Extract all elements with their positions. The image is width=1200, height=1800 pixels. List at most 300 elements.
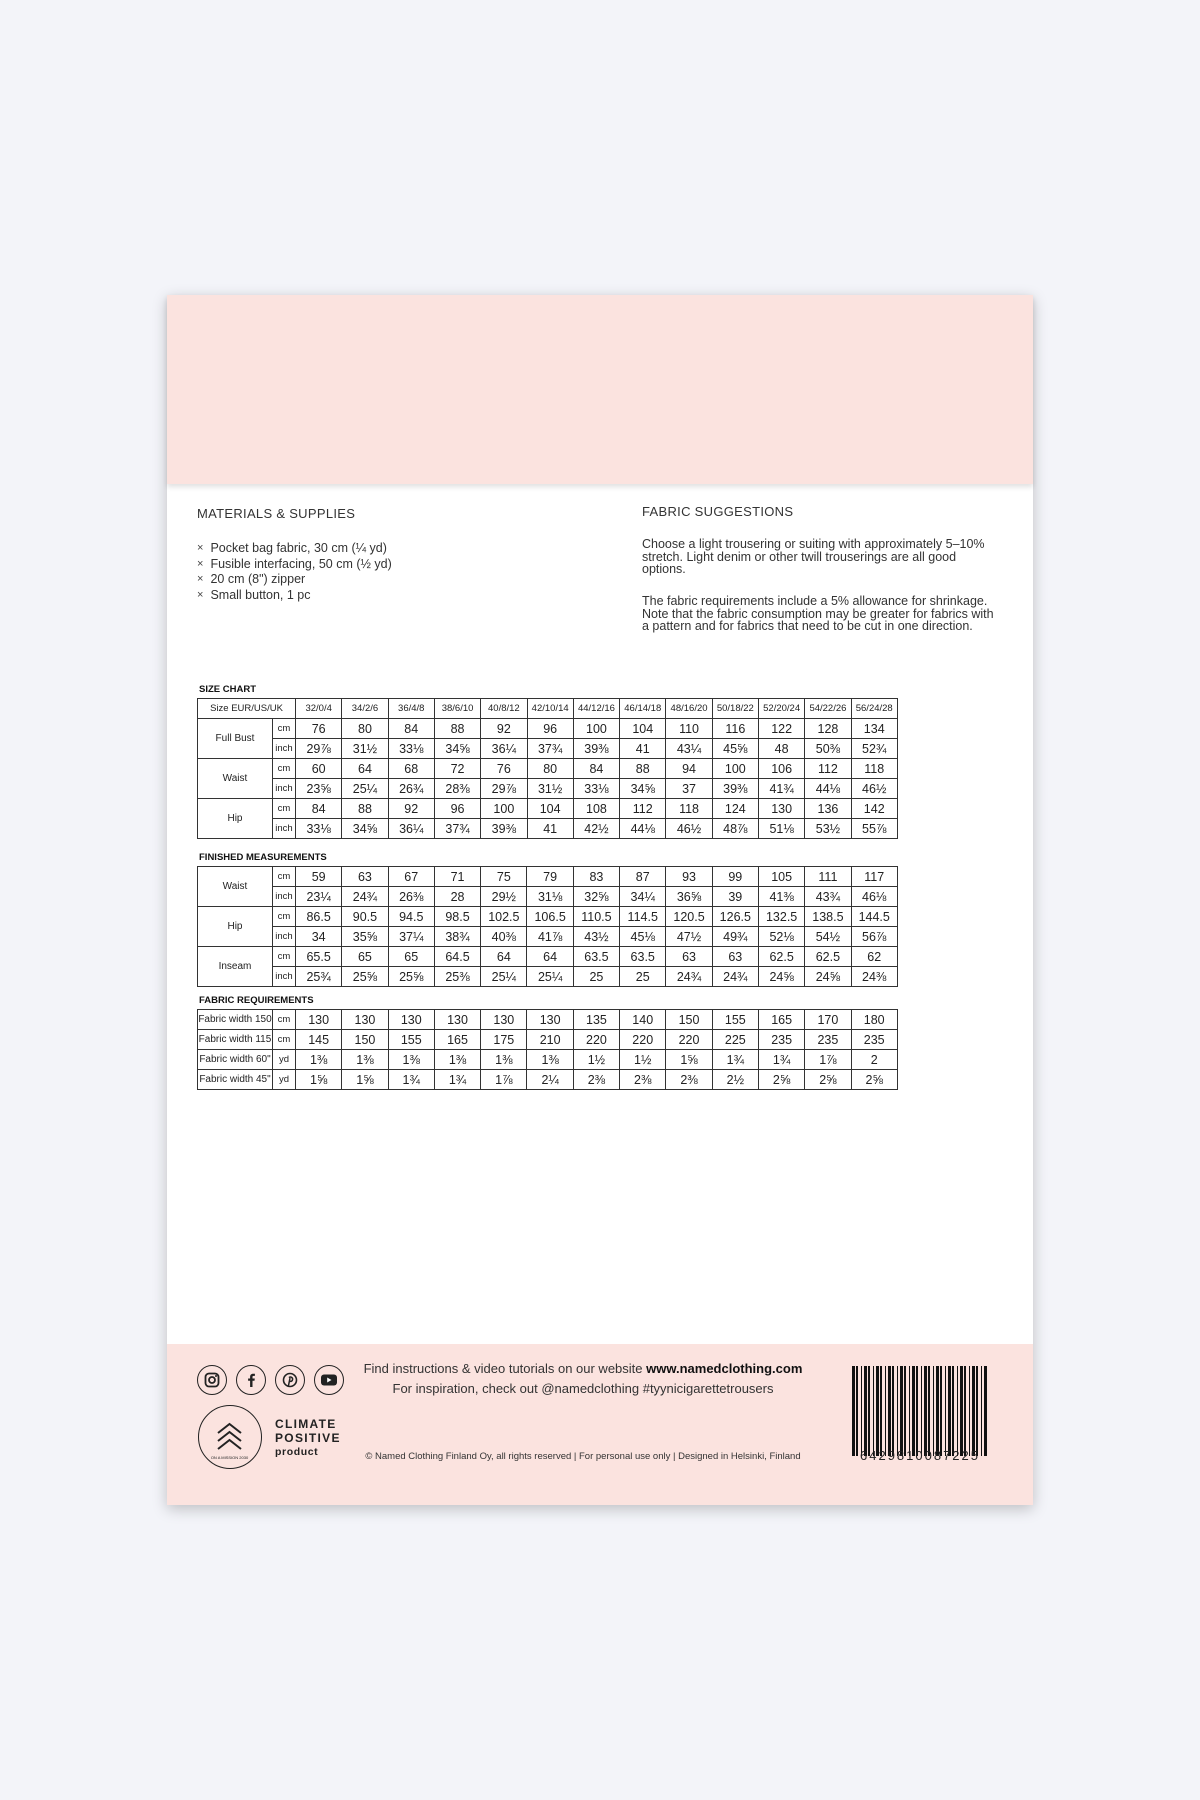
table-row: [198, 927, 898, 947]
instagram-icon[interactable]: [197, 1365, 227, 1395]
value-cell: 31½: [342, 739, 388, 759]
row-group-label: Full Bust: [198, 719, 273, 759]
value-cell: 180: [851, 1010, 897, 1030]
value-cell: 90.5: [342, 907, 388, 927]
material-item-text: 20 cm (8") zipper: [210, 572, 306, 586]
value-cell: 144.5: [851, 907, 897, 927]
material-item: [197, 572, 392, 588]
value-cell: 28: [434, 887, 480, 907]
climate-positive-label: [275, 1417, 341, 1459]
value-cell: 1⅜: [527, 1050, 573, 1070]
barcode-bar: [933, 1366, 934, 1456]
value-cell: 79: [527, 867, 573, 887]
value-cell: 64.5: [434, 947, 480, 967]
bullet-cross-icon: ×: [197, 542, 204, 554]
top-pink-band: [167, 295, 1033, 484]
value-cell: 63.5: [620, 947, 666, 967]
value-cell: 43¼: [666, 739, 712, 759]
value-cell: 120.5: [666, 907, 712, 927]
value-cell: 34¼: [620, 887, 666, 907]
value-cell: 41⅜: [758, 887, 804, 907]
barcode-bar: [909, 1366, 910, 1456]
size-column-header: 40/8/12: [481, 699, 527, 719]
barcode-bar: [964, 1366, 966, 1456]
barcode-number: 6429810087225: [860, 1448, 980, 1463]
value-cell: 33⅛: [296, 819, 342, 839]
value-cell: 34⅝: [342, 819, 388, 839]
value-cell: 84: [296, 799, 342, 819]
climate-badge-text: ON A MISSION 2030: [210, 1455, 249, 1460]
table-row: [198, 1010, 898, 1030]
size-column-header: 46/14/18: [620, 699, 666, 719]
row-group-label: Hip: [198, 907, 273, 947]
value-cell: 117: [851, 867, 897, 887]
value-cell: 34⅝: [620, 779, 666, 799]
value-cell: 88: [620, 759, 666, 779]
fabric-width-label: Fabric width 45": [198, 1070, 273, 1090]
size-column-header: 38/6/10: [434, 699, 480, 719]
value-cell: 23⅝: [296, 779, 342, 799]
material-item: [197, 588, 392, 604]
fabric-width-label: Fabric width 115: [198, 1030, 273, 1050]
table-row: [198, 967, 898, 987]
barcode-bar: [861, 1366, 862, 1456]
barcode-bar: [897, 1366, 898, 1456]
size-column-header: 52/20/24: [758, 699, 804, 719]
value-cell: 130: [527, 1010, 573, 1030]
value-cell: 1¾: [388, 1070, 434, 1090]
value-cell: 110.5: [573, 907, 619, 927]
value-cell: 126.5: [712, 907, 758, 927]
value-cell: 25¼: [481, 967, 527, 987]
value-cell: 24⅜: [851, 967, 897, 987]
value-cell: 88: [342, 799, 388, 819]
value-cell: 39⅜: [712, 779, 758, 799]
row-group-label: Hip: [198, 799, 273, 839]
value-cell: 1⅝: [342, 1070, 388, 1090]
value-cell: 63: [712, 947, 758, 967]
table-row: [198, 1070, 898, 1090]
value-cell: 28⅜: [434, 779, 480, 799]
value-cell: 165: [758, 1010, 804, 1030]
fabric-allowance-note: The fabric requirements include a 5% allowance for shrinkage. Note that the fabric consumption may be greater for fabrics with a pattern and for fabrics that need to be cut in one direction.: [642, 594, 994, 633]
value-cell: 2⅝: [805, 1070, 851, 1090]
footer-inspiration-line: For inspiration, check out @namedclothing #tyynicigarettetrousers: [392, 1381, 774, 1396]
value-cell: 165: [434, 1030, 480, 1050]
value-cell: 51⅛: [758, 819, 804, 839]
value-cell: 220: [573, 1030, 619, 1050]
value-cell: 64: [342, 759, 388, 779]
value-cell: 25⅝: [388, 967, 434, 987]
value-cell: 2⅝: [851, 1070, 897, 1090]
value-cell: 1½: [620, 1050, 666, 1070]
size-column-header: 54/22/26: [805, 699, 851, 719]
value-cell: 130: [434, 1010, 480, 1030]
value-cell: 2⅜: [666, 1070, 712, 1090]
value-cell: 2⅜: [573, 1070, 619, 1090]
size-column-header: 48/16/20: [666, 699, 712, 719]
value-cell: 235: [805, 1030, 851, 1050]
barcode-bar: [936, 1366, 939, 1456]
value-cell: 64: [481, 947, 527, 967]
value-cell: 175: [481, 1030, 527, 1050]
value-cell: 93: [666, 867, 712, 887]
value-cell: 44⅛: [805, 779, 851, 799]
table-header-row: [198, 699, 898, 719]
value-cell: 92: [388, 799, 434, 819]
barcode-bar: [960, 1366, 963, 1456]
barcode-bar: [969, 1366, 970, 1456]
barcode-bar: [972, 1366, 975, 1456]
barcode-bar: [885, 1366, 886, 1456]
table-row: [198, 1030, 898, 1050]
social-links: [197, 1365, 344, 1395]
value-cell: 130: [388, 1010, 434, 1030]
unit-cell: inch: [273, 819, 296, 839]
value-cell: 155: [712, 1010, 758, 1030]
value-cell: 46⅛: [851, 887, 897, 907]
value-cell: 235: [851, 1030, 897, 1050]
value-cell: 1⅞: [481, 1070, 527, 1090]
size-column-header: 44/12/16: [573, 699, 619, 719]
value-cell: 102.5: [481, 907, 527, 927]
copyright-text: © Named Clothing Finland Oy, all rights reserved | For personal use only | Designed in Helsinki, Finland: [365, 1451, 801, 1462]
finished-measurements-table: [197, 866, 898, 987]
value-cell: 145: [296, 1030, 342, 1050]
value-cell: 26¾: [388, 779, 434, 799]
value-cell: 24¾: [712, 967, 758, 987]
table-row: [198, 739, 898, 759]
barcode-bar: [984, 1366, 987, 1456]
value-cell: 128: [805, 719, 851, 739]
value-cell: 134: [851, 719, 897, 739]
barcode-bar: [948, 1366, 951, 1456]
value-cell: 94.5: [388, 907, 434, 927]
table-row: [198, 1050, 898, 1070]
barcode-bar: [892, 1366, 894, 1456]
value-cell: 108: [573, 799, 619, 819]
material-item: [197, 541, 392, 557]
value-cell: 52¾: [851, 739, 897, 759]
unit-cell: cm: [273, 1030, 296, 1050]
value-cell: 49¾: [712, 927, 758, 947]
value-cell: 80: [527, 759, 573, 779]
fabric-suggestions-text: Choose a light trousering or suiting with approximately 5–10% stretch. Light denim or other twill trouserings are all good options.: [642, 537, 985, 576]
size-column-header: 36/4/8: [388, 699, 434, 719]
value-cell: 24¾: [342, 887, 388, 907]
table-row: [198, 907, 898, 927]
value-cell: 25¾: [296, 967, 342, 987]
value-cell: 63.5: [573, 947, 619, 967]
size-header-label: Size EUR/US/UK: [198, 699, 296, 719]
value-cell: 41⅞: [527, 927, 573, 947]
barcode-bar: [981, 1366, 982, 1456]
value-cell: 140: [620, 1010, 666, 1030]
barcode-bar: [900, 1366, 903, 1456]
value-cell: 104: [620, 719, 666, 739]
size-chart-title: SIZE CHART: [199, 684, 256, 695]
size-column-header: 50/18/22: [712, 699, 758, 719]
value-cell: 63: [342, 867, 388, 887]
unit-cell: inch: [273, 739, 296, 759]
value-cell: 2½: [712, 1070, 758, 1090]
unit-cell: cm: [273, 907, 296, 927]
unit-cell: inch: [273, 779, 296, 799]
fabric-width-label: Fabric width 60": [198, 1050, 273, 1070]
value-cell: 60: [296, 759, 342, 779]
value-cell: 155: [388, 1030, 434, 1050]
value-cell: 25⅝: [342, 967, 388, 987]
value-cell: 112: [620, 799, 666, 819]
value-cell: 130: [481, 1010, 527, 1030]
value-cell: 1⅜: [342, 1050, 388, 1070]
value-cell: 42½: [573, 819, 619, 839]
value-cell: 118: [666, 799, 712, 819]
value-cell: 170: [805, 1010, 851, 1030]
value-cell: 1⅝: [296, 1070, 342, 1090]
value-cell: 1⅜: [388, 1050, 434, 1070]
value-cell: 72: [434, 759, 480, 779]
barcode-bar: [912, 1366, 915, 1456]
barcode-bar: [921, 1366, 922, 1456]
bullet-cross-icon: ×: [197, 573, 204, 585]
value-cell: 43½: [573, 927, 619, 947]
barcode-bar: [868, 1366, 870, 1456]
unit-cell: cm: [273, 799, 296, 819]
unit-cell: cm: [273, 947, 296, 967]
value-cell: 235: [758, 1030, 804, 1050]
size-column-header: 56/24/28: [851, 699, 897, 719]
value-cell: 106.5: [527, 907, 573, 927]
value-cell: 34: [296, 927, 342, 947]
barcode-bar: [876, 1366, 879, 1456]
unit-cell: yd: [273, 1070, 296, 1090]
facebook-icon[interactable]: [236, 1365, 266, 1395]
value-cell: 34⅝: [434, 739, 480, 759]
pattern-envelope-back: [167, 295, 1033, 1505]
value-cell: 142: [851, 799, 897, 819]
value-cell: 100: [712, 759, 758, 779]
barcode-bar: [924, 1366, 927, 1456]
unit-cell: inch: [273, 967, 296, 987]
value-cell: 1⅜: [481, 1050, 527, 1070]
climate-line-2: POSITIVE: [275, 1431, 341, 1445]
value-cell: 36⅝: [666, 887, 712, 907]
material-item: [197, 557, 392, 573]
finished-measurements-title: FINISHED MEASUREMENTS: [199, 852, 327, 863]
table-row: [198, 887, 898, 907]
value-cell: 2¼: [527, 1070, 573, 1090]
value-cell: 130: [758, 799, 804, 819]
value-cell: 47½: [666, 927, 712, 947]
barcode: [852, 1366, 988, 1456]
barcode-bar: [864, 1366, 867, 1456]
fabric-requirements-table: [197, 1009, 898, 1090]
value-cell: 76: [296, 719, 342, 739]
value-cell: 138.5: [805, 907, 851, 927]
footer-band: [167, 1344, 1033, 1505]
table-row: [198, 799, 898, 819]
value-cell: 63: [666, 947, 712, 967]
value-cell: 100: [573, 719, 619, 739]
value-cell: 39⅜: [481, 819, 527, 839]
unit-cell: cm: [273, 719, 296, 739]
barcode-bar: [976, 1366, 978, 1456]
value-cell: 31⅛: [527, 887, 573, 907]
unit-cell: yd: [273, 1050, 296, 1070]
value-cell: 114.5: [620, 907, 666, 927]
barcode-bar: [856, 1366, 858, 1456]
value-cell: 65.5: [296, 947, 342, 967]
table-row: [198, 947, 898, 967]
value-cell: 2: [851, 1050, 897, 1070]
unit-cell: cm: [273, 867, 296, 887]
value-cell: 100: [481, 799, 527, 819]
value-cell: 46½: [666, 819, 712, 839]
value-cell: 76: [481, 759, 527, 779]
value-cell: 64: [527, 947, 573, 967]
value-cell: 2⅝: [758, 1070, 804, 1090]
value-cell: 71: [434, 867, 480, 887]
value-cell: 65: [342, 947, 388, 967]
table-row: [198, 719, 898, 739]
value-cell: 68: [388, 759, 434, 779]
value-cell: 1¾: [712, 1050, 758, 1070]
value-cell: 24¾: [666, 967, 712, 987]
barcode-bar: [952, 1366, 954, 1456]
value-cell: 39⅜: [573, 739, 619, 759]
material-item-text: Fusible interfacing, 50 cm (½ yd): [210, 556, 392, 571]
value-cell: 55⅞: [851, 819, 897, 839]
value-cell: 31½: [527, 779, 573, 799]
barcode-bar: [852, 1366, 855, 1456]
value-cell: 29⅞: [481, 779, 527, 799]
value-cell: 46½: [851, 779, 897, 799]
value-cell: 105: [758, 867, 804, 887]
value-cell: 96: [434, 799, 480, 819]
row-group-label: Waist: [198, 759, 273, 799]
value-cell: 62.5: [758, 947, 804, 967]
value-cell: 83: [573, 867, 619, 887]
value-cell: 48: [758, 739, 804, 759]
value-cell: 25: [620, 967, 666, 987]
value-cell: 94: [666, 759, 712, 779]
value-cell: 75: [481, 867, 527, 887]
value-cell: 210: [527, 1030, 573, 1050]
fabric-suggestions-title: FABRIC SUGGESTIONS: [642, 504, 794, 519]
footer-website-prefix: Find instructions & video tutorials on our website: [363, 1361, 647, 1376]
table-row: [198, 867, 898, 887]
value-cell: 37¾: [527, 739, 573, 759]
value-cell: 36¼: [388, 819, 434, 839]
value-cell: 38¾: [434, 927, 480, 947]
climate-positive-badge: [198, 1405, 262, 1469]
value-cell: 99: [712, 867, 758, 887]
table-row: [198, 819, 898, 839]
table-row: [198, 759, 898, 779]
value-cell: 130: [296, 1010, 342, 1030]
value-cell: 36¼: [481, 739, 527, 759]
row-group-label: Inseam: [198, 947, 273, 987]
value-cell: 1⅝: [666, 1050, 712, 1070]
value-cell: 1¾: [434, 1070, 480, 1090]
unit-cell: cm: [273, 759, 296, 779]
row-group-label: Waist: [198, 867, 273, 907]
unit-cell: inch: [273, 927, 296, 947]
value-cell: 98.5: [434, 907, 480, 927]
value-cell: 25¼: [527, 967, 573, 987]
value-cell: 37¼: [388, 927, 434, 947]
value-cell: 150: [666, 1010, 712, 1030]
youtube-icon[interactable]: [314, 1365, 344, 1395]
value-cell: 220: [666, 1030, 712, 1050]
value-cell: 1⅜: [434, 1050, 480, 1070]
barcode-bar: [888, 1366, 891, 1456]
fabric-width-label: Fabric width 150: [198, 1010, 273, 1030]
barcode-bar: [957, 1366, 958, 1456]
value-cell: 124: [712, 799, 758, 819]
value-cell: 150: [342, 1030, 388, 1050]
value-cell: 29½: [481, 887, 527, 907]
value-cell: 48⅞: [712, 819, 758, 839]
value-cell: 33⅛: [388, 739, 434, 759]
value-cell: 96: [527, 719, 573, 739]
barcode-bar: [945, 1366, 946, 1456]
value-cell: 29⅞: [296, 739, 342, 759]
value-cell: 130: [342, 1010, 388, 1030]
value-cell: 225: [712, 1030, 758, 1050]
value-cell: 43¾: [805, 887, 851, 907]
value-cell: 40⅜: [481, 927, 527, 947]
value-cell: 62: [851, 947, 897, 967]
value-cell: 1¾: [758, 1050, 804, 1070]
pinterest-icon[interactable]: [275, 1365, 305, 1395]
value-cell: 220: [620, 1030, 666, 1050]
value-cell: 37: [666, 779, 712, 799]
value-cell: 59: [296, 867, 342, 887]
value-cell: 32⅝: [573, 887, 619, 907]
value-cell: 110: [666, 719, 712, 739]
size-column-header: 32/0/4: [296, 699, 342, 719]
value-cell: 26⅜: [388, 887, 434, 907]
value-cell: 86.5: [296, 907, 342, 927]
value-cell: 24⅝: [758, 967, 804, 987]
value-cell: 37¾: [434, 819, 480, 839]
value-cell: 67: [388, 867, 434, 887]
value-cell: 35⅝: [342, 927, 388, 947]
value-cell: 24⅝: [805, 967, 851, 987]
material-item-text: Small button, 1 pc: [210, 587, 311, 602]
barcode-bar: [880, 1366, 882, 1456]
value-cell: 1⅜: [296, 1050, 342, 1070]
barcode-bar: [940, 1366, 942, 1456]
value-cell: 84: [573, 759, 619, 779]
material-item-text: Pocket bag fabric, 30 cm (¼ yd): [210, 541, 387, 555]
value-cell: 41: [527, 819, 573, 839]
value-cell: 54½: [805, 927, 851, 947]
value-cell: 25⅜: [434, 967, 480, 987]
website-link[interactable]: www.namedclothing.com: [646, 1361, 803, 1376]
value-cell: 112: [805, 759, 851, 779]
footer-website-line: [345, 1361, 821, 1376]
value-cell: 135: [573, 1010, 619, 1030]
value-cell: 23¼: [296, 887, 342, 907]
unit-cell: inch: [273, 887, 296, 907]
value-cell: 44⅛: [620, 819, 666, 839]
value-cell: 41¾: [758, 779, 804, 799]
barcode-bar: [873, 1366, 874, 1456]
barcode-bar: [904, 1366, 906, 1456]
